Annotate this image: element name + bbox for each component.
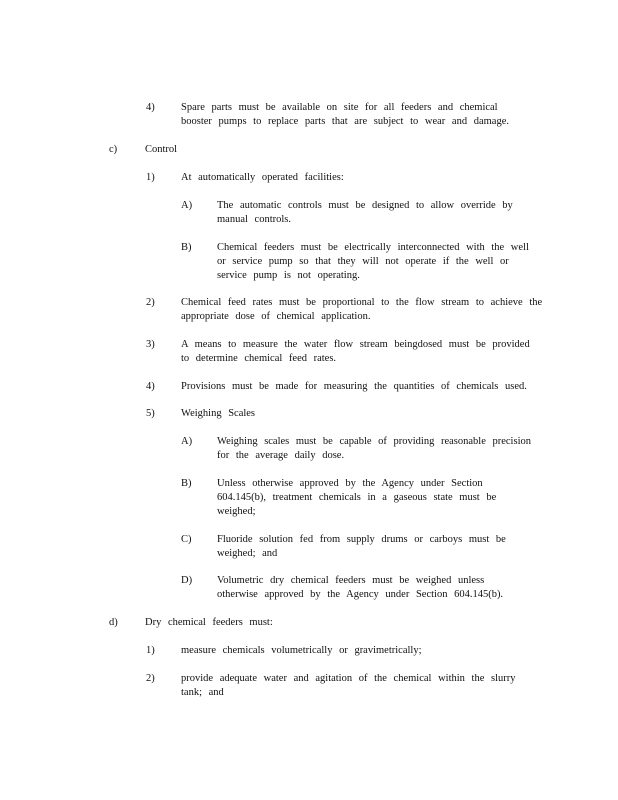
section-label: c): [109, 144, 118, 155]
paragraph: Chemical feeders must be electrically interconnected with the well or service pump so that they will not operate if the well or service pump is not operating.: [217, 242, 529, 281]
paragraph: measure chemicals volumetrically or gravimetrically;: [181, 645, 422, 656]
section-label: d): [109, 617, 118, 628]
paragraph: The automatic controls must be designed to allow override by manual controls.: [217, 200, 513, 225]
paragraph: Unless otherwise approved by the Agency under Section 604.145(b), treatment chemicals in a gaseous state must be weighed;: [217, 478, 497, 517]
sublist-label: B): [181, 478, 192, 489]
sublist-label: A): [181, 200, 193, 211]
paragraph: At automatically operated facilities:: [181, 172, 344, 183]
section-title: Control: [145, 144, 178, 155]
paragraph: Provisions must be made for measuring the quantities of chemicals used.: [181, 381, 527, 392]
sublist-label: C): [181, 534, 192, 545]
list-label: 2): [146, 297, 155, 308]
paragraph: provide adequate water and agitation of the chemical within the slurry tank; and: [181, 673, 516, 698]
sublist-label: D): [181, 575, 193, 586]
list-label: 1): [146, 172, 155, 183]
list-label: 3): [146, 339, 155, 350]
paragraph: Volumetric dry chemical feeders must be weighed unless otherwise approved by the Agency under Section 604.145(b).: [217, 575, 504, 600]
sublist-label: B): [181, 242, 192, 253]
paragraph: Weighing Scales: [181, 408, 256, 419]
sublist-label: A): [181, 436, 193, 447]
list-label: 4): [146, 381, 155, 392]
list-label: 1): [146, 645, 155, 656]
paragraph: Chemical feed rates must be proportional to the flow stream to achieve the appropriate dose of chemical application.: [181, 297, 543, 322]
paragraph: Spare parts must be available on site for all feeders and chemical booster pumps to replace parts that are subject to wear and damage.: [181, 102, 509, 127]
paragraph: Weighing scales must be capable of providing reasonable precision for the average daily dose.: [217, 436, 531, 461]
paragraph: A means to measure the water flow stream beingdosed must be provided to determine chemical feed rates.: [181, 339, 530, 364]
list-label: 5): [146, 408, 155, 419]
paragraph: Fluoride solution fed from supply drums or carboys must be weighed; and: [217, 534, 506, 559]
list-label: 2): [146, 673, 155, 684]
list-label: 4): [146, 102, 155, 113]
section-title: Dry chemical feeders must:: [145, 617, 273, 628]
